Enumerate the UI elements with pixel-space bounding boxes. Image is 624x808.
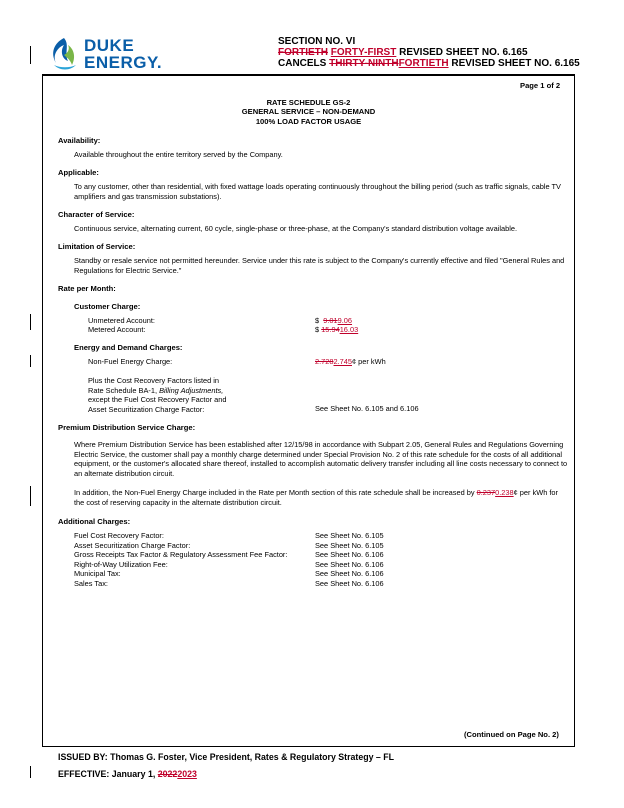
unmetered-inserted: 9.06: [337, 316, 353, 325]
title-line-3: 100% LOAD FACTOR USAGE: [255, 116, 362, 126]
limitation-heading: Limitation of Service:: [58, 242, 136, 251]
metered-inserted: 16.03: [339, 325, 359, 334]
nonfuel-deleted: 2.728: [315, 357, 334, 366]
effective-inserted: 2023: [177, 769, 197, 779]
title-line-2: GENERAL SERVICE – NON-DEMAND: [241, 107, 376, 117]
unmetered-value: [315, 316, 352, 325]
currency-symbol: $: [315, 325, 320, 334]
premium-paragraph-1: Where Premium Distribution Service has been established after 12/15/98 in accordance with Subpart 2.05, General Rules and Regulations Governing Electric Service, the customer shall pay a monthly charge determined under Special Provision No. 2 of this rate schedule for the costs of all additional equipment, or the customer's allocated share thereof, installed to accomplish automatic delivery transfer including all line costs necessary to connect to an alternate distribution circuit.: [74, 440, 568, 478]
list-item: Gross Receipts Tax Factor & Regulatory Assessment Fee Factor: See Sheet No. 6.106: [74, 550, 384, 560]
currency-symbol: $: [315, 316, 320, 325]
revision-bar: [30, 355, 31, 367]
effective-date: EFFECTIVE: January 1, 20222023: [58, 769, 197, 779]
list-item: Right-of-Way Utilization Fee: See Sheet No. 6.106: [74, 559, 384, 569]
nonfuel-value: [315, 357, 386, 366]
availability-heading: Availability:: [58, 136, 101, 145]
cancels-inserted-text: FORTIETH: [398, 58, 449, 69]
premium-paragraph-2: In addition, the Non-Fuel Energy Charge included in the Rate per Month section of this rate schedule shall be increased by 0.2370.238¢ per kWh for the cost of reserving capacity in the alternate distribution circuit.: [74, 488, 558, 507]
list-item: Asset Securitization Charge Factor: See Sheet No. 6.105: [74, 540, 384, 550]
nonfuel-label: Non-Fuel Energy Charge:: [88, 357, 173, 366]
logo-text-duke: DUKE: [84, 36, 135, 55]
crf-line-2: Rate Schedule BA-1, Billing Adjustments,: [88, 385, 224, 395]
continued-note: (Continued on Page No. 2): [464, 730, 559, 739]
rate-heading: Rate per Month:: [58, 284, 116, 293]
premium-inserted: 0.238: [495, 488, 514, 497]
metered-label: Metered Account:: [88, 325, 146, 334]
availability-text: Available throughout the entire territory served by the Company.: [74, 150, 283, 159]
customer-charge-heading: Customer Charge:: [74, 302, 141, 311]
duke-energy-flame-icon: [44, 35, 84, 75]
additional-charges-heading: Additional Charges:: [58, 517, 131, 526]
unmetered-label: Unmetered Account:: [88, 316, 155, 325]
cost-recovery-factors-text: [88, 376, 226, 414]
sheet-deleted-text: FORTIETH: [278, 47, 328, 58]
crf-value: See Sheet No. 6.105 and 6.106: [315, 404, 419, 413]
issued-by: ISSUED BY: Thomas G. Foster, Vice President, Rates & Regulatory Strategy – FL: [58, 752, 395, 762]
limitation-text: Standby or resale service not permitted hereunder. Service under this rate is subject to the Company's currently effective and filed "General Rules and Regulations for Electric Service.": [74, 256, 565, 275]
character-heading: Character of Service:: [58, 210, 135, 219]
rate-schedule-title: [42, 98, 575, 126]
unmetered-deleted: 9.01: [323, 316, 338, 325]
energy-charges-heading: Energy and Demand Charges:: [74, 343, 183, 352]
page-label: Page 1 of 2: [520, 81, 561, 90]
list-item: Municipal Tax: See Sheet No. 6.106: [74, 569, 384, 579]
nonfuel-unit: ¢ per kWh: [352, 357, 386, 366]
additional-charges-list: [74, 531, 564, 589]
metered-value: [315, 325, 358, 334]
revision-bar: [30, 486, 31, 506]
crf-line-4: Asset Securitization Charge Factor:: [88, 404, 205, 414]
sheet-inserted-text: FORTY-FIRST: [330, 47, 397, 58]
applicable-text: To any customer, other than residential, with fixed wattage loads operating continuously throughout the billing period (such as traffic signals, cable TV amplifiers and gas transmission substations).: [74, 182, 561, 201]
crf-line-1: Plus the Cost Recovery Factors listed in: [88, 376, 220, 385]
revision-bar: [30, 46, 31, 64]
billing-adjustments-italic: Billing Adjustments,: [159, 385, 224, 395]
cancels-deleted-text: THIRTY-NINTH: [329, 58, 399, 69]
crf-line-3: except the Fuel Cost Recovery Factor and: [88, 395, 227, 404]
title-line-1: RATE SCHEDULE GS-2: [266, 98, 351, 107]
effective-deleted: 2022: [157, 769, 178, 779]
applicable-heading: Applicable:: [58, 168, 99, 177]
revision-bar: [30, 766, 31, 778]
premium-deleted: 0.237: [476, 488, 496, 497]
sheet-number: [278, 47, 528, 58]
premium-heading: Premium Distribution Service Charge:: [58, 423, 196, 432]
logo-text-energy: ENERGY.: [84, 53, 163, 72]
character-text: Continuous service, alternating current, 60 cycle, single-phase or three-phase, at the Company's standard distribution voltage available.: [74, 224, 518, 233]
revision-bar: [30, 314, 31, 330]
metered-deleted: 15.94: [321, 325, 340, 334]
section-number: SECTION NO. VI: [278, 36, 356, 47]
cancels-label: CANCELS: [278, 58, 327, 69]
duke-energy-logo: [44, 35, 163, 75]
list-item: Sales Tax: See Sheet No. 6.106: [74, 578, 384, 588]
cancels-sheet: [278, 58, 580, 69]
list-item: Fuel Cost Recovery Factor: See Sheet No. 6.105: [74, 531, 384, 540]
nonfuel-inserted: 2.745: [333, 357, 352, 366]
sheet-rest-text: REVISED SHEET NO. 6.165: [399, 47, 528, 58]
cancels-rest-text: REVISED SHEET NO. 6.165: [451, 58, 580, 69]
